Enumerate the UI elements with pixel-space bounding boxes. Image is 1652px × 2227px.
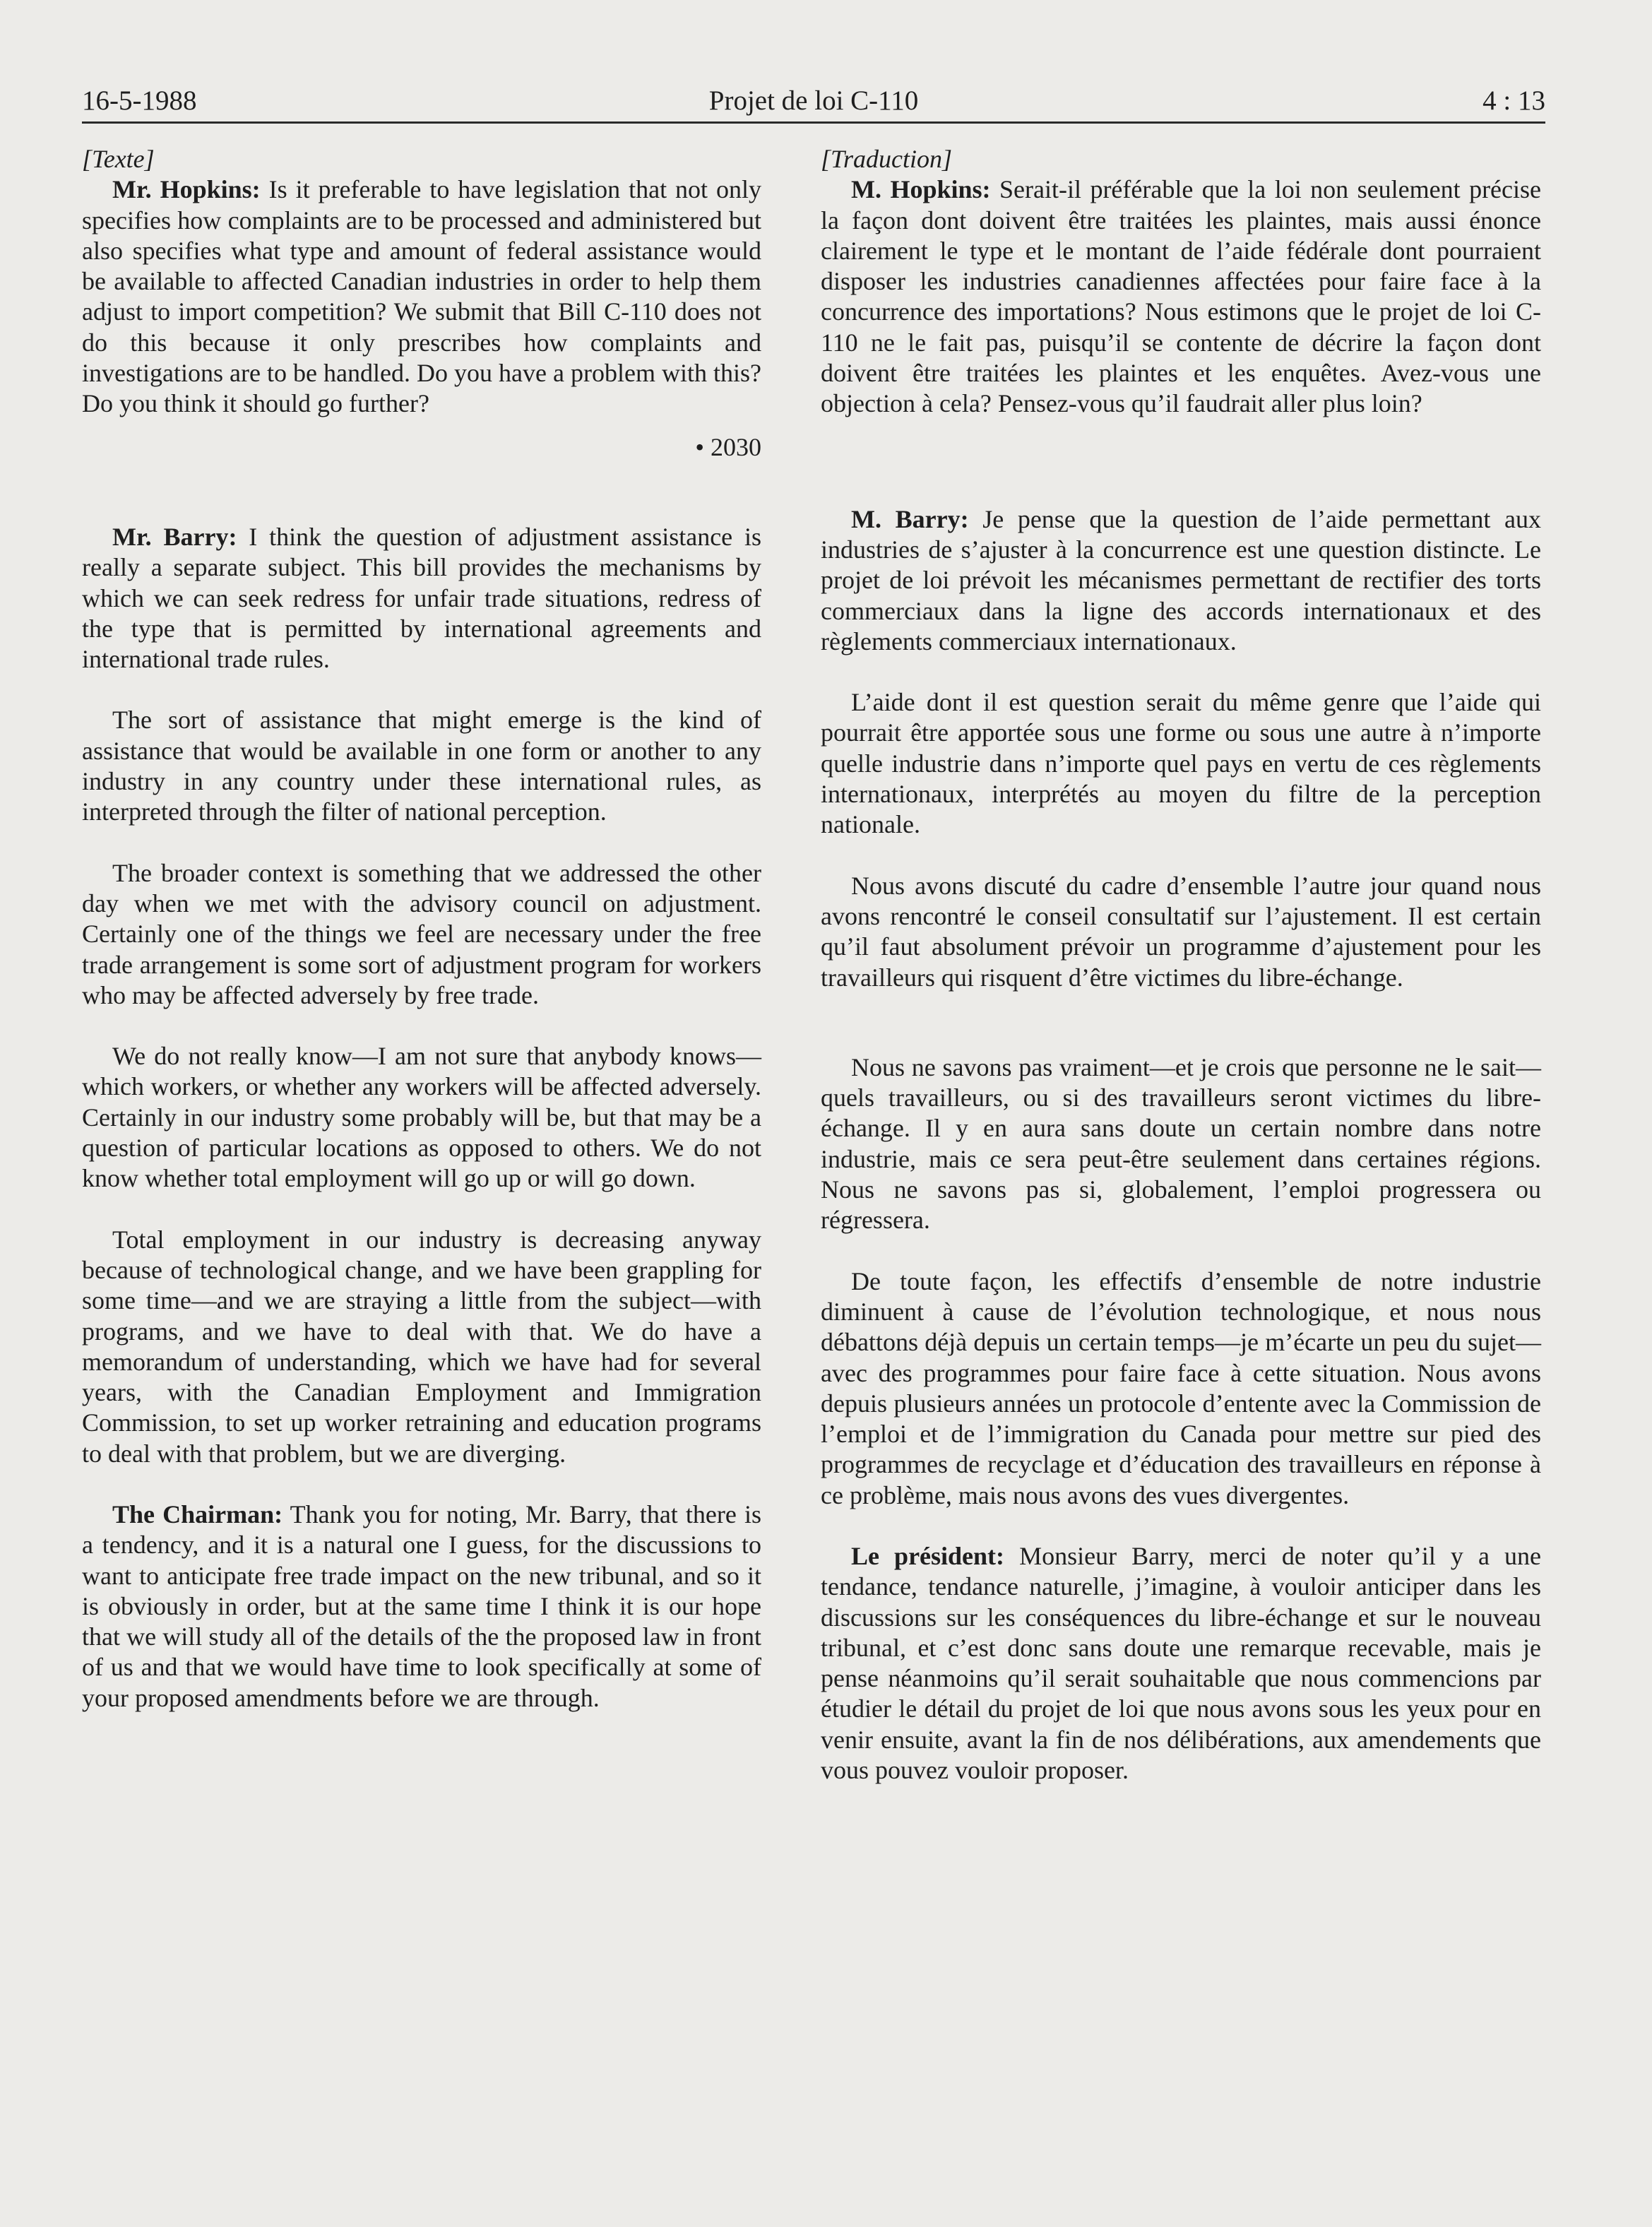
paragraph: L’aide dont il est question serait du même genre que l’aide qui pourrait être apportée sous une forme ou sous une autre à n’importe quelle industrie dans n’importe quel pays en vertu de ces règlements internationaux, interprétés au moyen du filtre de la perception nationale.	[821, 688, 1541, 839]
paragraph: The broader context is something that we addressed the other day when we met with the advisory council on adjustment. Certainly one of the things we feel are necessary under the free trade arrangement is some sort of adjustment program for workers who may be affected adversely by free trade.	[82, 858, 761, 1009]
speaker-name: Mr. Hopkins:	[112, 175, 261, 204]
paragraph-text: Serait-il préférable que la loi non seulement précise la façon dont doivent être traitées les plaintes, mais aussi énonce clairement le type et le montant de l’aide fédérale dont pourraient disposer les industries canadiennes affectées pour faire face à la concurrence des importations? Nous estimons que le projet de loi C-110 ne le fait pas, puisqu’il se contente de décrire la façon dont doivent être traitées les plaintes et les enquêtes. Avez-vous une objection à cela? Pensez-vous qu’il faudrait aller plus loin?	[821, 175, 1542, 418]
paragraph: Total employment in our industry is decreasing anyway because of technological change, and we have been grappling for some time—and we are straying a little from the subject—with programs, and we have to deal with that. We do have a memorandum of understanding, which we have had for several years, with the Canadian Employment and Immigration Commission, to set up worker retraining and education programs to deal with that problem, but we are diverging.	[82, 1225, 761, 1468]
paragraph	[82, 522, 761, 675]
paragraph	[82, 174, 761, 419]
paragraph	[821, 174, 1541, 419]
paragraph	[82, 1499, 761, 1714]
time-marker: • 2030	[695, 432, 761, 461]
paragraph: The sort of assistance that might emerge is the kind of assistance that would be available in one form or another to any industry in any country under these international rules, as interpreted through the filter of national perception.	[82, 706, 761, 826]
column-label: [Traduction]	[821, 145, 953, 173]
header-title: Projet de loi C-110	[708, 85, 919, 116]
header-date: 16-5-1988	[82, 85, 197, 116]
paragraph: Nous avons discuté du cadre d’ensemble l’autre jour quand nous avons rencontré le conseil consultatif sur l’ajustement. Il est certain qu’il faut absolument prévoir un programme d’ajustement pour les travailleurs qui risquent d’être victimes du libre-échange.	[821, 871, 1541, 992]
paragraph	[821, 504, 1541, 657]
page-header	[82, 83, 1545, 126]
paragraph: We do not really know—I am not sure that anybody knows—which workers, or whether any workers will be affected adversely. Certainly in our industry some probably will be, but that may be a question of particular locations as opposed to others. We do not know whether total employment will go up or will go down.	[82, 1042, 761, 1193]
paragraph: De toute façon, les effectifs d’ensemble de notre industrie diminuent à cause de l’évolution technologique, et nous nous débattons déjà depuis un certain temps—je m’écarte un peu du sujet—avec des programmes pour faire face à cette situation. Nous avons depuis plusieurs années un protocole d’entente avec la Commission de l’emploi et de l’immigration du Canada pour mettre sur pied des programmes de recyclage et d’éducation des travailleurs en réponse à ce problème, mais nous avons des vues divergentes.	[821, 1266, 1541, 1509]
speaker-name: Le président:	[851, 1541, 1005, 1570]
speaker-name: The Chairman:	[112, 1499, 283, 1528]
paragraph-text: Thank you for noting, Mr. Barry, that there is a tendency, and it is a natural one I guess, for the discussions to want to anticipate free trade impact on the new tribunal, and so it is obviously in order, but at the same time I think it is our hope that we will study all of the details of the the proposed law in front of us and that we would have time to look specifically at some of your proposed amendments before we are through.	[82, 1499, 761, 1712]
english-column	[82, 144, 761, 1714]
speaker-name: M. Barry:	[851, 504, 969, 533]
paragraph-text: Monsieur Barry, merci de noter qu’il y a une tendance, tendance naturelle, j’imagine, à vouloir anticiper dans les discussions sur les conséquences du libre-échange et sur le nouveau tribunal, et c’est donc sans doute une remarque recevable, mais je pense néanmoins qu’il serait souhaitable que nous commencions par étudier le détail du projet de loi que nous avons sous les yeux pour en venir ensuite, avant la fin de nos délibérations, aux amendements que vous pouvez vouloir proposer.	[821, 1541, 1542, 1785]
header-page-number: 4 : 13	[1482, 85, 1545, 116]
paragraph-text: Je pense que la question de l’aide permettant aux industries de s’ajuster à la concurrence est une question distincte. Le projet de loi prévoit les mécanismes permettant de rectifier des torts commerciaux dans la ligne des accords internationaux et des règlements commerciaux internationaux.	[821, 504, 1542, 655]
paragraph-text: I think the question of adjustment assistance is really a separate subject. This bill provides the mechanisms by which we can seek redress for unfair trade situations, redress of the type that is permitted by international agreements and international trade rules.	[82, 522, 762, 674]
header-rule	[82, 121, 1545, 124]
french-column	[821, 144, 1541, 1786]
paragraph: Nous ne savons pas vraiment—et je crois que personne ne le sait—quels travailleurs, ou si des travailleurs seront victimes du libre-échange. Il y en aura sans doute un certain nombre dans notre industrie, mais ce sera peut-être seulement dans certaines régions. Nous ne savons pas si, globalement, l’emploi progressera ou régressera.	[821, 1052, 1541, 1235]
speaker-name: Mr. Barry:	[112, 522, 237, 551]
speaker-name: M. Hopkins:	[851, 175, 991, 204]
column-label: [Texte]	[82, 145, 155, 173]
paragraph-text: Is it preferable to have legislation that not only specifies how complaints are to be processed and administered but also specifies what type and amount of federal assistance would be available to affected Canadian industries in order to help them adjust to import competition? We submit that Bill C-110 does not do this because it only prescribes how complaints and investigations are to be handled. Do you have a problem with this? Do you think it should go further?	[82, 175, 761, 418]
paragraph	[821, 1541, 1541, 1786]
